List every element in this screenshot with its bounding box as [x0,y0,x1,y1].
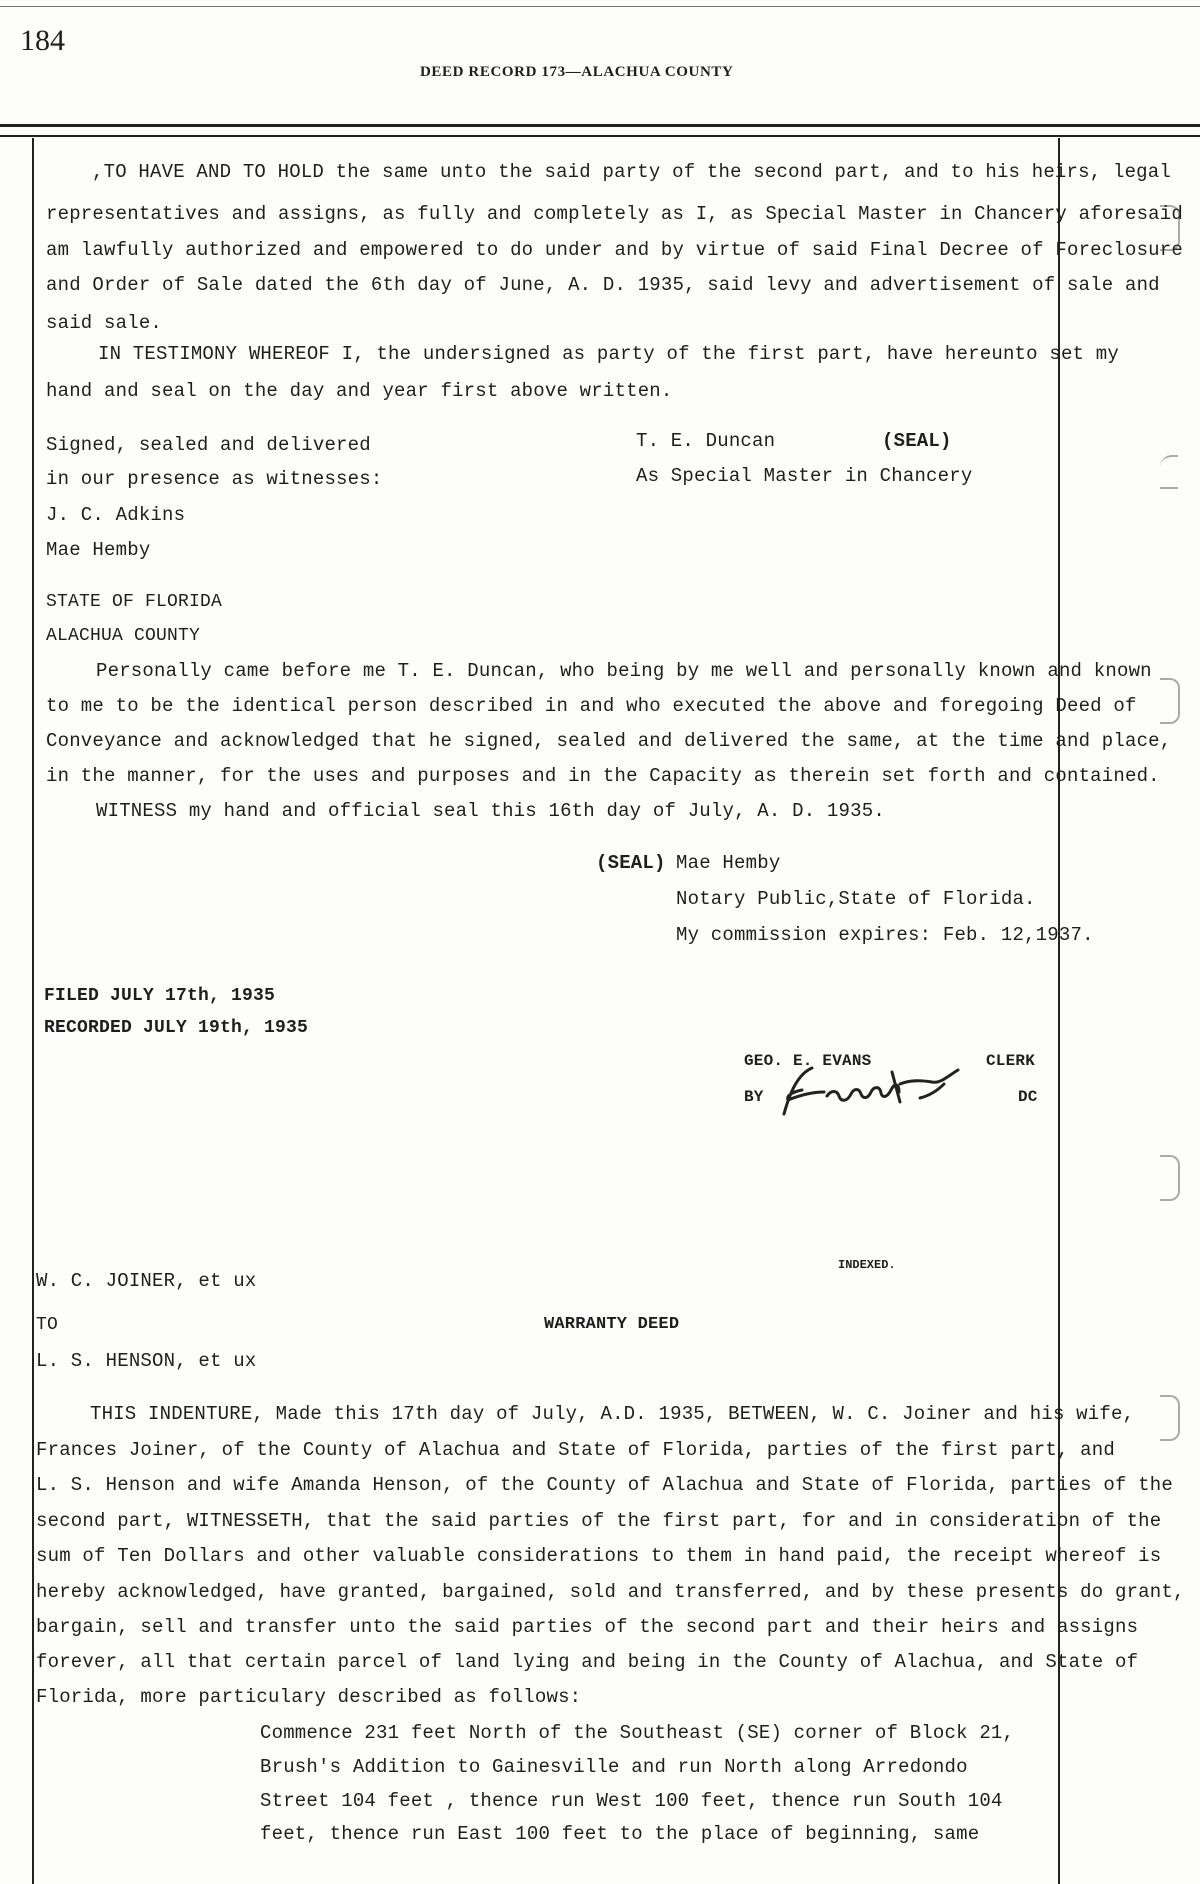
ack-county: ALACHUA COUNTY [46,626,201,646]
deed2-body-line: L. S. Henson and wife Amanda Henson, of the County of Alachua and State of Florida, parties of the [36,1474,1173,1496]
deed2-to: TO [36,1315,59,1335]
ack-witness-line: WITNESS my hand and official seal this 16th day of July, A. D. 1935. [96,800,885,822]
deed2-body-line: hereby acknowledged, have granted, bargained, sold and transferred, and by these presents do grant, [36,1581,1185,1603]
header-rule-top [0,124,1200,127]
testimony-line: hand and seal on the day and year first above written. [46,380,673,402]
notary-name: Mae Hemby [676,852,781,874]
notary-seal: (SEAL) [596,852,666,874]
habendum-line: representatives and assigns, as fully and completely as I, as Special Master in Chancery aforesaid [46,203,1183,225]
deed2-body-line: bargain, sell and transfer unto the said parties of the second part and their heirs and assigns [36,1616,1139,1638]
deed2-body-line: second part, WITNESSETH, that the said parties of the first part, for and in consideration of the [36,1510,1162,1532]
binder-punch-mark [1160,678,1180,724]
clerk-name: GEO. E. EVANS [744,1052,872,1070]
witness-name: Mae Hemby [46,539,151,561]
header-rule-bottom [0,135,1200,137]
deed2-grantor: W. C. JOINER, et ux [36,1270,257,1292]
clerk-title: CLERK [986,1052,1036,1070]
indexed-stamp: INDEXED. [838,1258,896,1272]
binder-punch-mark [1160,455,1178,489]
deputy-clerk-signature [772,1062,972,1122]
clerk-dc: DC [1018,1088,1038,1106]
filed-date: FILED JULY 17th, 1935 [44,986,276,1006]
witness-name: J. C. Adkins [46,504,186,526]
witness-line: Signed, sealed and delivered [46,434,371,456]
deed2-grantee: L. S. HENSON, et ux [36,1350,257,1372]
notary-commission: My commission expires: Feb. 12,1937. [676,924,1094,946]
page-number: 184 [20,24,65,57]
ack-line: in the manner, for the uses and purposes and in the Capacity as therein set forth and contained. [46,765,1160,787]
habendum-line: ,TO HAVE AND TO HOLD the same unto the said party of the second part, and to his heirs, legal [92,161,1171,183]
deed2-body-line: forever, all that certain parcel of land lying and being in the County of Alachua, and State of [36,1651,1139,1673]
habendum-line: am lawfully authorized and empowered to do under and by virtue of said Final Decree of Foreclosure [46,239,1183,261]
ack-line: Personally came before me T. E. Duncan, who being by me well and personally known and known [96,660,1152,682]
top-edge-rule [0,6,1200,7]
witness-line: in our presence as witnesses: [46,468,383,490]
deed2-body-line: THIS INDENTURE, Made this 17th day of July, A.D. 1935, BETWEEN, W. C. Joiner and his wife, [90,1403,1135,1425]
land-description-line: Commence 231 feet North of the Southeast (SE) corner of Block 21, [260,1722,1015,1744]
binder-punch-mark [1160,1395,1180,1441]
testimony-line: IN TESTIMONY WHEREOF I, the undersigned as party of the first part, have hereunto set my [98,343,1119,365]
habendum-line: said sale. [46,312,163,334]
ack-line: Conveyance and acknowledged that he signed, sealed and delivered the same, at the time and place, [46,730,1172,752]
habendum-line: and Order of Sale dated the 6th day of June, A. D. 1935, said levy and advertisement of sale and [46,274,1160,296]
left-margin-rule [32,138,34,1884]
deed2-type: WARRANTY DEED [544,1315,680,1334]
binder-punch-mark [1160,1155,1180,1201]
recorded-date: RECORDED JULY 19th, 1935 [44,1018,309,1038]
land-description-line: feet, thence run East 100 feet to the place of beginning, same [260,1823,980,1845]
land-description-line: Brush's Addition to Gainesville and run North along Arredondo [260,1756,968,1778]
clerk-by: BY [744,1088,764,1106]
deed2-body-line: Frances Joiner, of the County of Alachua and State of Florida, parties of the first part, and [36,1439,1115,1461]
deed2-body-line: sum of Ten Dollars and other valuable considerations to them in hand paid, the receipt whereof is [36,1545,1162,1567]
notary-title: Notary Public,State of Florida. [676,888,1036,910]
grantor-seal: (SEAL) [882,430,952,452]
ack-state: STATE OF FLORIDA [46,592,223,612]
ack-line: to me to be the identical person described in and who executed the above and foregoing Deed of [46,695,1137,717]
land-description-line: Street 104 feet , thence run West 100 feet, thence run South 104 [260,1790,1003,1812]
grantor-capacity: As Special Master in Chancery [636,465,973,487]
record-title: DEED RECORD 173—ALACHUA COUNTY [420,64,734,80]
deed2-body-line: Florida, more particulary described as follows: [36,1686,582,1708]
grantor-name: T. E. Duncan [636,430,776,452]
